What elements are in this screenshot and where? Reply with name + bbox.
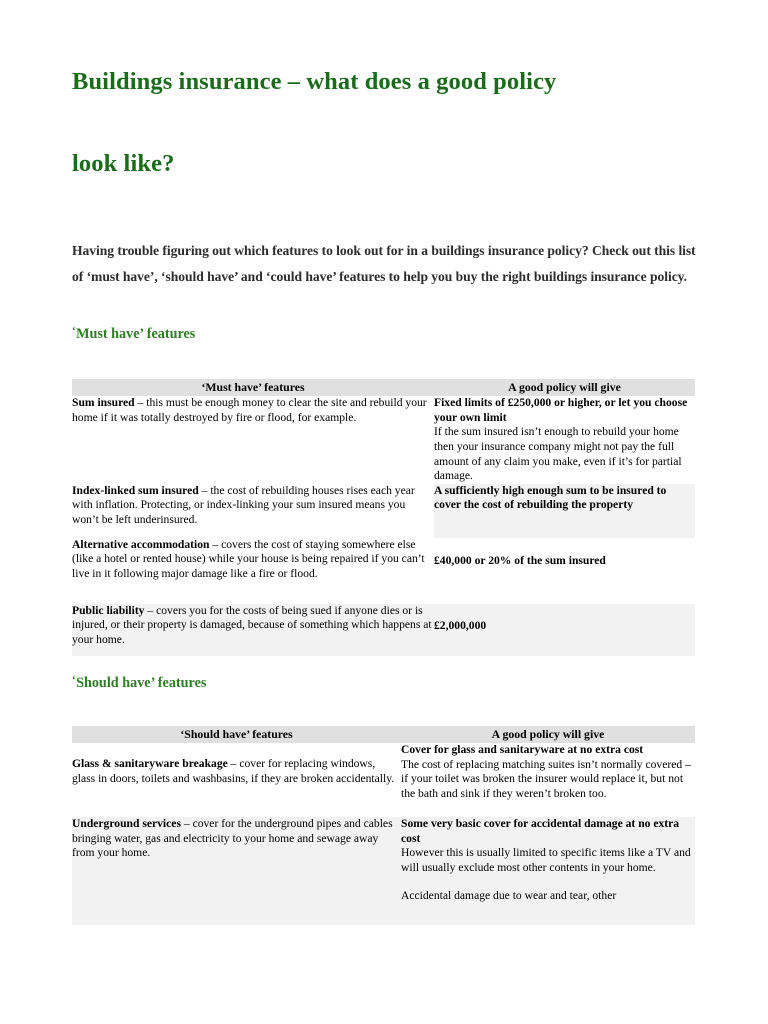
good-policy-headline: Some very basic cover for accidental damage at no extra cost bbox=[401, 816, 680, 845]
good-policy-cell bbox=[401, 743, 695, 817]
feature-term: Sum insured bbox=[72, 396, 135, 410]
table-row bbox=[72, 743, 695, 817]
table-row bbox=[72, 817, 695, 925]
feature-description: – covers you for the costs of being sued if anyone dies or is injured, or their property is damaged, because of something which happens at your home. bbox=[72, 603, 432, 646]
intro-paragraph: Having trouble figuring out which features to look out for in a buildings insurance policy? Check out this list of ‘must have’, ‘should have’ and ‘could have’ features to help you buy the right buildings insurance policy. bbox=[72, 243, 696, 284]
good-policy-cell bbox=[401, 817, 695, 925]
feature-description: – covers the cost of staying somewhere else (like a hotel or rented house) while your house is being repaired if you can’t live in it following major damage like a fire or flood. bbox=[72, 537, 425, 580]
feature-description: – the cost of rebuilding houses rises each year with inflation. Protecting, or index-linking your sum insured means you won’t be left underinsured. bbox=[72, 483, 415, 526]
column-header-good-policy: A good policy will give bbox=[434, 379, 695, 396]
table-row bbox=[72, 396, 695, 484]
table-row bbox=[72, 484, 695, 538]
good-policy-cell bbox=[434, 396, 695, 484]
column-header-feature: ‘Should have’ features bbox=[72, 726, 401, 743]
good-policy-detail: The cost of replacing matching suites isn’t normally covered – if your toilet was broken the insurer would replace it, but not the bath and sink if they weren’t broken too. bbox=[401, 757, 691, 800]
feature-cell bbox=[72, 538, 434, 604]
page-title-line-2: look like? bbox=[72, 149, 175, 177]
table-row bbox=[72, 538, 695, 604]
feature-term: Glass & sanitaryware breakage bbox=[72, 756, 228, 770]
column-header-good-policy: A good policy will give bbox=[401, 726, 695, 743]
good-policy-detail: However this is usually limited to specific items like a TV and will usually exclude most other contents in your home. bbox=[401, 846, 691, 874]
section-heading-should-have-label: Should have’ features bbox=[76, 674, 207, 691]
feature-description: – cover for the underground pipes and cables bringing water, gas and electricity to your home and sewage away from your home. bbox=[72, 816, 393, 860]
feature-term: Public liability bbox=[72, 603, 145, 617]
good-policy-headline: £2,000,000 bbox=[434, 618, 487, 632]
feature-cell bbox=[72, 817, 401, 925]
page-title-line-1: Buildings insurance – what does a good policy bbox=[72, 68, 557, 95]
good-policy-headline: Fixed limits of £250,000 or higher, or let you choose your own limit bbox=[434, 396, 688, 424]
good-policy-cell bbox=[434, 604, 695, 656]
should-have-table bbox=[72, 726, 695, 925]
good-policy-cell bbox=[434, 538, 695, 604]
feature-term: Alternative accommodation bbox=[72, 537, 210, 551]
feature-description: – cover for replacing windows, glass in doors, toilets and washbasins, if they are broken accidentally. bbox=[72, 756, 395, 785]
good-policy-detail: If the sum insured isn’t enough to rebuild your home then your insurance company might not pay the full amount of any claim you make, even if it’s for partial damage. bbox=[434, 425, 682, 483]
feature-cell bbox=[72, 604, 434, 656]
must-have-table bbox=[72, 379, 695, 656]
page-content bbox=[72, 0, 696, 925]
good-policy-headline: Cover for glass and sanitaryware at no extra cost bbox=[401, 742, 644, 756]
lead-quote-glyph: ‘ bbox=[72, 325, 76, 337]
good-policy-cell bbox=[434, 484, 695, 538]
feature-cell bbox=[72, 743, 401, 817]
paragraph-spacer bbox=[401, 875, 695, 889]
good-policy-detail-continued: Accidental damage due to wear and tear, other bbox=[401, 889, 617, 903]
feature-term: Underground services bbox=[72, 816, 181, 830]
table-header-row bbox=[72, 726, 695, 743]
feature-cell bbox=[72, 484, 434, 538]
good-policy-headline: £40,000 or 20% of the sum insured bbox=[434, 553, 606, 567]
column-header-feature: ‘Must have’ features bbox=[72, 379, 434, 396]
lead-quote-glyph: ‘ bbox=[72, 673, 76, 686]
table-row bbox=[72, 604, 695, 656]
table-header-row bbox=[72, 379, 695, 396]
section-heading-must-have bbox=[72, 326, 696, 341]
feature-cell bbox=[72, 396, 434, 484]
feature-description: – this must be enough money to clear the site and rebuild your home if it was totally destroyed by fire or flood, for example. bbox=[72, 396, 427, 424]
section-heading-must-have-label: Must have’ features bbox=[76, 326, 196, 342]
feature-term: Index-linked sum insured bbox=[72, 483, 199, 497]
good-policy-headline: A sufficiently high enough sum to be insured to cover the cost of rebuilding the property bbox=[434, 483, 667, 512]
section-heading-should-have bbox=[72, 675, 696, 690]
